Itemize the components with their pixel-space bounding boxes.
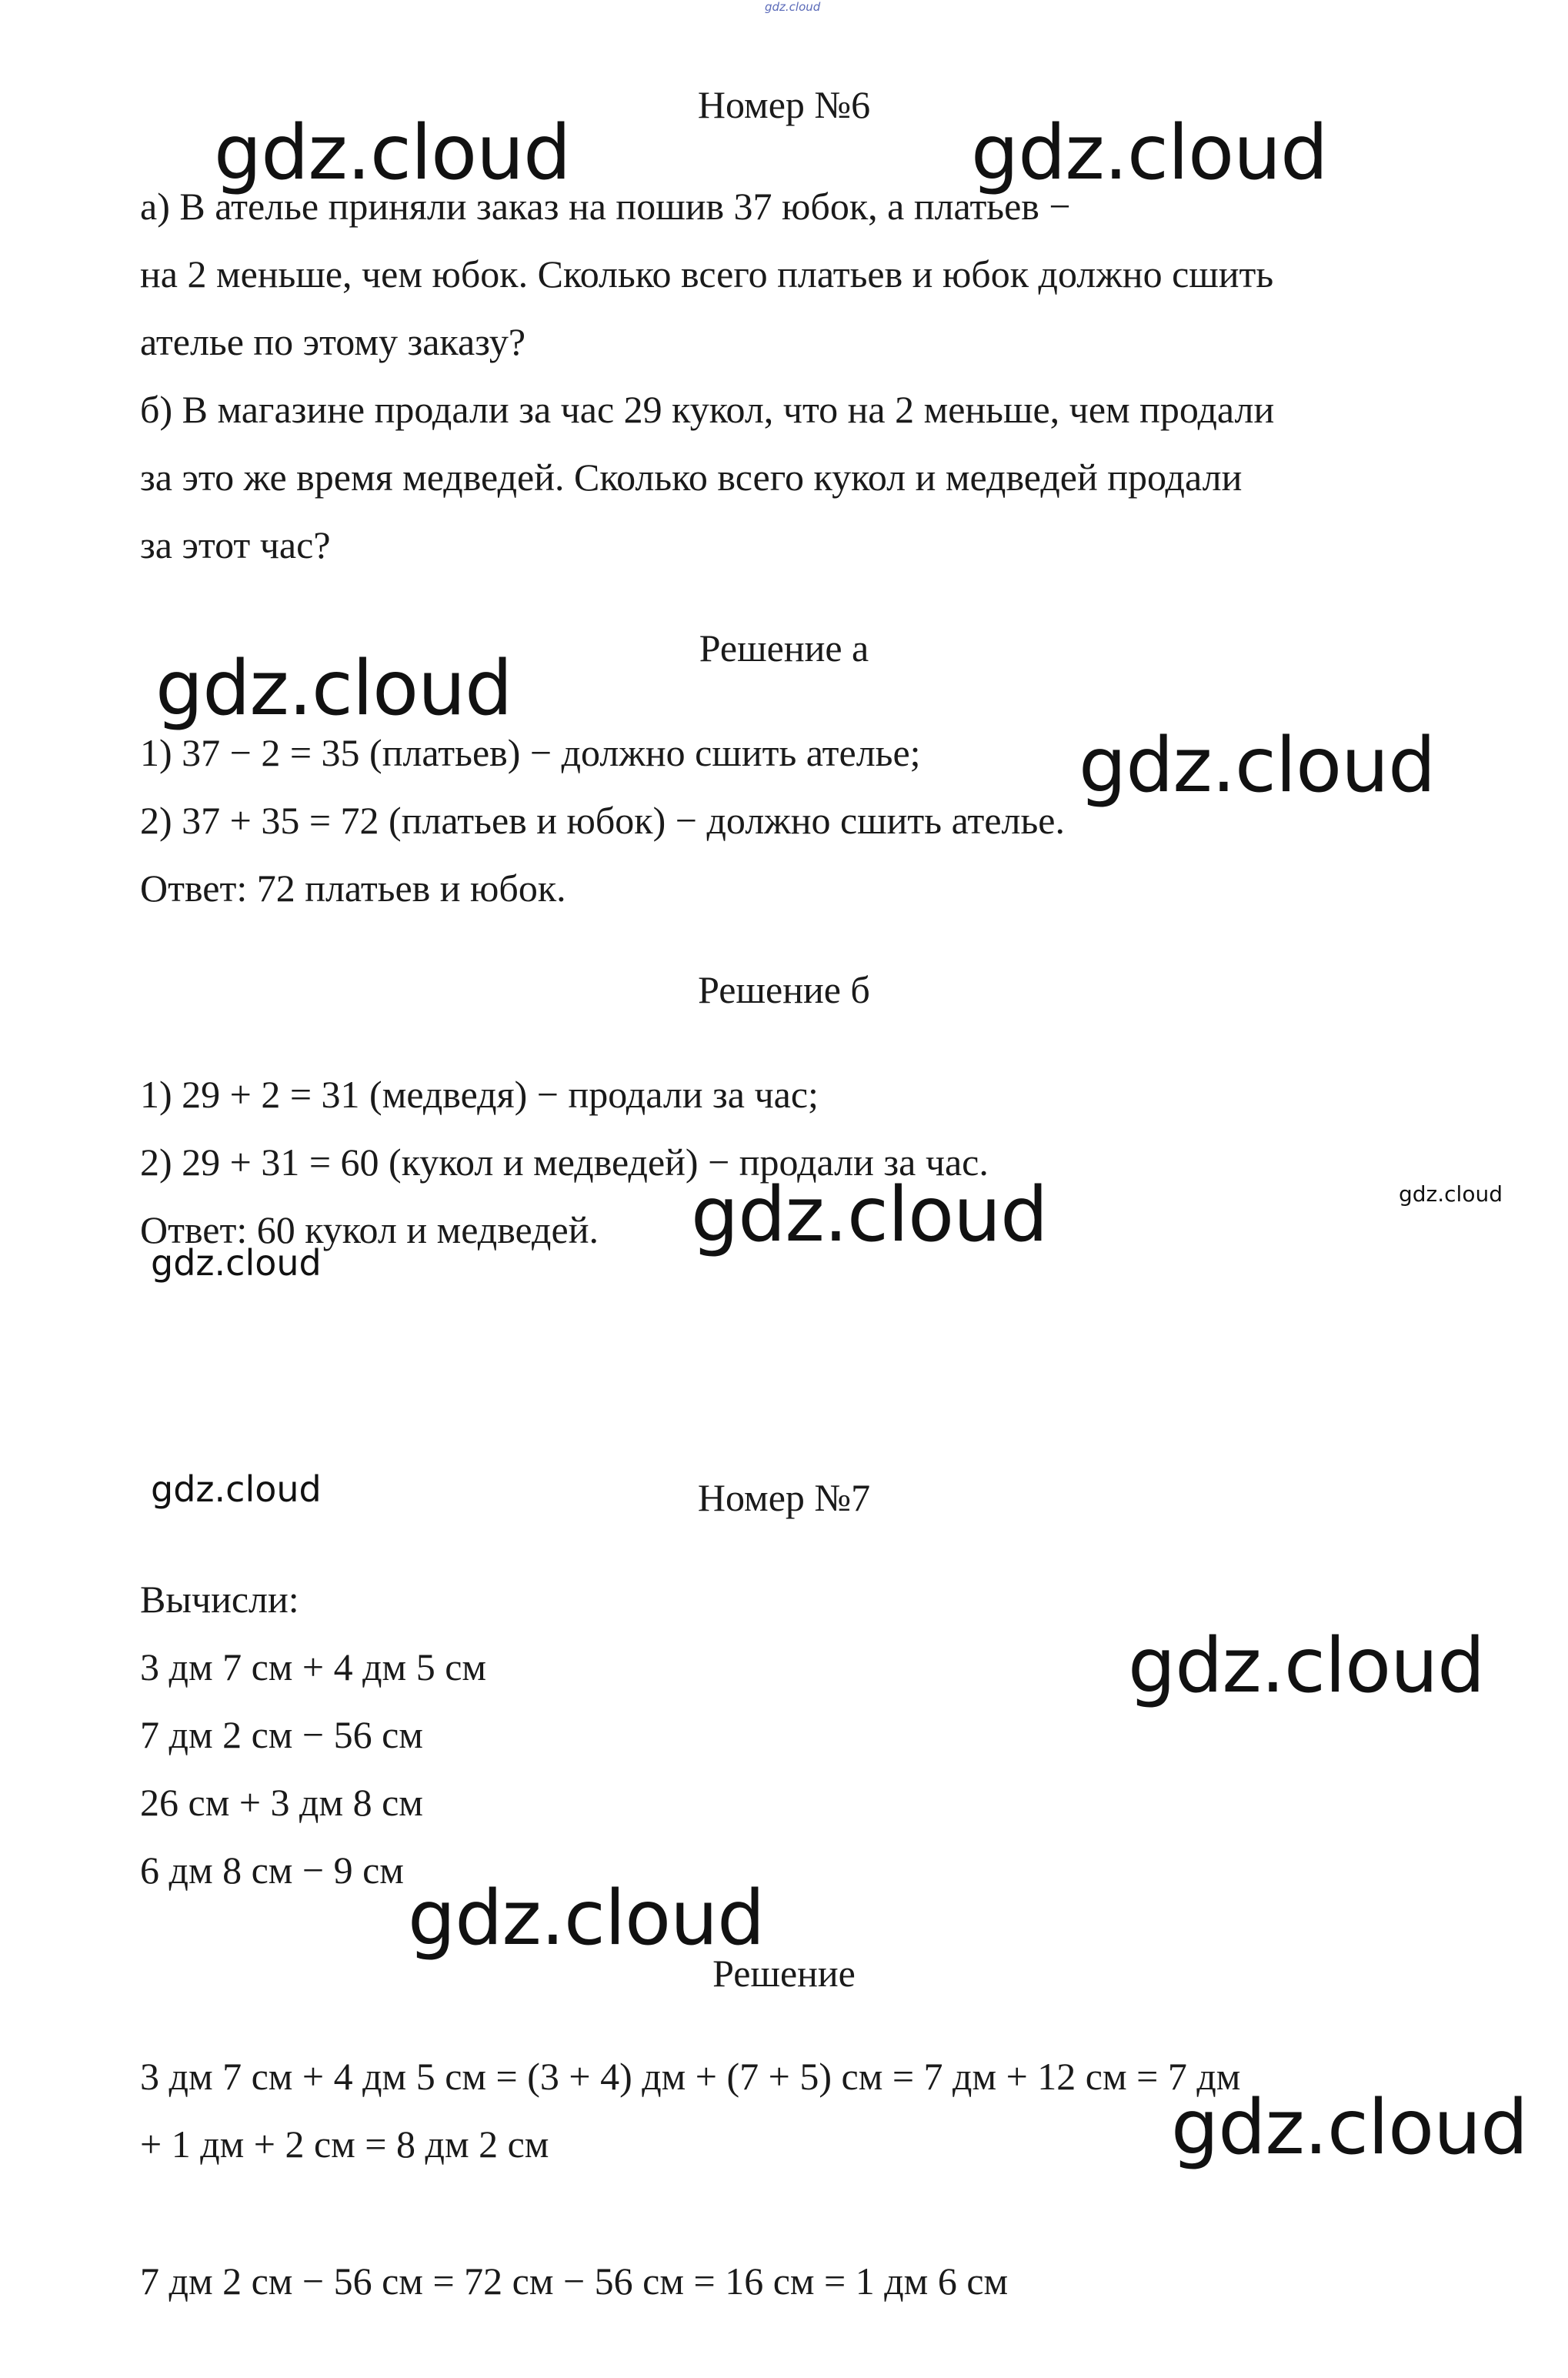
watermark: gdz.cloud <box>214 109 571 197</box>
task7-problem-line-4: 26 см + 3 дм 8 см <box>140 1781 423 1824</box>
task7-problem-line-1: Вычисли: <box>140 1578 299 1621</box>
task6-problem-line-2: на 2 меньше, чем юбок. Сколько всего платьев и юбок должно сшить <box>140 252 1274 296</box>
task7-problem-line-2: 3 дм 7 см + 4 дм 5 см <box>140 1645 487 1688</box>
task6-problem-line-5: за это же время медведей. Сколько всего кукол и медведей продали <box>140 456 1243 499</box>
task7-solution-title: Решение <box>712 1952 856 1995</box>
task7-problem-line-3: 7 дм 2 см − 56 см <box>140 1713 423 1756</box>
watermark: gdz.cloud <box>1079 722 1436 810</box>
task6-solution-a-title: Решение а <box>699 626 869 670</box>
watermark: gdz.cloud <box>971 109 1328 197</box>
watermark: gdz.cloud <box>155 645 512 733</box>
task6-solution-a-answer: Ответ: 72 платьев и юбок. <box>140 867 566 910</box>
task6-problem-line-1: а) В ателье приняли заказ на пошив 37 юбок, а платьев − <box>140 185 1071 228</box>
watermark: gdz.cloud <box>691 1171 1048 1259</box>
task6-solution-b-answer: Ответ: 60 кукол и медведей. <box>140 1208 599 1251</box>
watermark: gdz.cloud <box>151 1468 322 1510</box>
task6-title: Номер №6 <box>697 83 871 126</box>
task6-problem-line-3: ателье по этому заказу? <box>140 320 526 363</box>
task7-title: Номер №7 <box>697 1476 871 1519</box>
watermark: gdz.cloud <box>151 1242 322 1284</box>
task7-problem-line-5: 6 дм 8 см − 9 см <box>140 1849 404 1892</box>
watermark: gdz.cloud <box>1171 2084 1528 2172</box>
task6-solution-b-line-1: 1) 29 + 2 = 31 (медведя) − продали за час; <box>140 1073 819 1116</box>
task7-solution-line-1: 3 дм 7 см + 4 дм 5 см = (3 + 4) дм + (7 + 5) см = 7 дм + 12 см = 7 дм <box>140 2055 1241 2098</box>
task7-solution-line-2: + 1 дм + 2 см = 8 дм 2 см <box>140 2122 549 2166</box>
watermark: gdz.cloud <box>1128 1622 1485 1710</box>
task6-problem-line-6: за этот час? <box>140 523 331 566</box>
watermark: gdz.cloud <box>408 1875 765 1962</box>
task6-problem-line-4: б) В магазине продали за час 29 кукол, что на 2 меньше, чем продали <box>140 388 1275 431</box>
task6-solution-a-line-2: 2) 37 + 35 = 72 (платьев и юбок) − должно сшить ателье. <box>140 799 1065 842</box>
watermark-top: gdz.cloud <box>765 0 821 14</box>
task7-solution-line-3: 7 дм 2 см − 56 см = 72 см − 56 см = 16 см = 1 дм 6 см <box>140 2259 1009 2303</box>
watermark: gdz.cloud <box>1399 1181 1503 1207</box>
task6-solution-b-title: Решение б <box>698 968 870 1011</box>
task6-solution-a-line-1: 1) 37 − 2 = 35 (платьев) − должно сшить ателье; <box>140 731 921 774</box>
task6-solution-b-line-2: 2) 29 + 31 = 60 (кукол и медведей) − продали за час. <box>140 1141 989 1184</box>
